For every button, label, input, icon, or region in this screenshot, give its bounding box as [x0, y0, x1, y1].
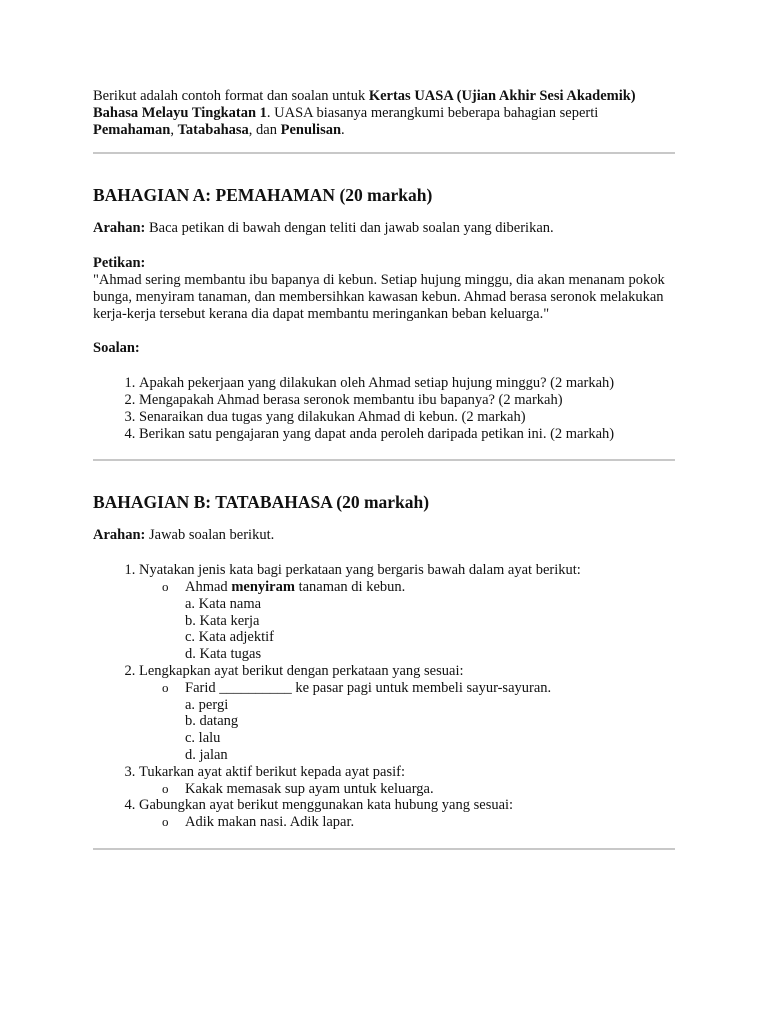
option-item: d. jalan	[185, 746, 228, 763]
section-a-title: BAHAGIAN A: PEMAHAMAN (20 markah)	[93, 185, 433, 206]
bullet-icon: o	[162, 679, 169, 695]
intro-text: . UASA biasanya merangkumi beberapa bahagian seperti	[266, 104, 599, 121]
intro-text: .	[341, 121, 345, 138]
section-b	[93, 492, 675, 850]
soalan-label-text: Soalan:	[93, 340, 140, 357]
question-text: Lengkapkan ayat berikut dengan perkataan yang sesuai:	[139, 662, 464, 679]
sub-item	[162, 680, 675, 764]
soalan-label	[93, 340, 675, 357]
option-item: d. Kata tugas	[185, 646, 262, 663]
sub-list	[139, 680, 675, 764]
list-item	[139, 797, 675, 831]
sub-text: Ahmad	[185, 578, 232, 595]
bullet-icon: o	[162, 814, 169, 830]
intro-bold-penulisan: Penulisan	[280, 121, 342, 138]
sub-list	[139, 781, 675, 798]
section-a-questions	[93, 375, 675, 442]
sub-item	[162, 579, 675, 663]
sub-text: Kakak memasak sup ayam untuk keluarga.	[185, 780, 434, 797]
bullet-icon: o	[162, 578, 169, 594]
section-a-arahan	[93, 220, 675, 237]
sub-list	[139, 814, 675, 831]
sub-bold-word: menyiram	[231, 578, 295, 595]
sub-item	[162, 814, 675, 831]
list-item	[139, 764, 675, 798]
options-list	[185, 697, 675, 764]
petikan-text: "Ahmad sering membantu ibu bapanya di kebun. Setiap hujung minggu, dia akan menanam pokok bunga, menyiram tanaman, dan membersihkan kawasan kebun. Ahmad berasa seronok melakukan kerja-kerja tersebut kerana dia dapat membantu meringankan beban keluarga."	[93, 271, 665, 322]
arahan-label: Arahan:	[93, 527, 146, 544]
sub-text: Farid __________ ke pasar pagi untuk membeli sayur-sayuran.	[185, 679, 552, 696]
question-text: Nyatakan jenis kata bagi perkataan yang bergaris bawah dalam ayat berikut:	[139, 562, 581, 579]
option-item: c. lalu	[185, 730, 221, 747]
option-item: b. datang	[185, 713, 239, 730]
question-text: Tukarkan ayat aktif berikut kepada ayat pasif:	[139, 763, 406, 780]
sub-list	[139, 579, 675, 663]
divider	[93, 459, 675, 461]
section-b-title: BAHAGIAN B: TATABAHASA (20 markah)	[93, 492, 430, 513]
list-item: 4. Berikan satu pengajaran yang dapat anda peroleh daripada petikan ini. (2 markah)	[139, 426, 675, 443]
intro-paragraph	[93, 88, 675, 138]
list-item	[139, 562, 675, 663]
option-item: b. Kata kerja	[185, 612, 260, 629]
list-item: 1. Apakah pekerjaan yang dilakukan oleh Ahmad setiap hujung minggu? (2 markah)	[139, 375, 675, 392]
section-b-questions	[93, 562, 675, 831]
arahan-label: Arahan:	[93, 220, 146, 237]
question-text: Gabungkan ayat berikut menggunakan kata hubung yang sesuai:	[139, 797, 514, 814]
section-a	[93, 185, 675, 461]
options-list	[185, 596, 675, 663]
arahan-text: Baca petikan di bawah dengan teliti dan jawab soalan yang diberikan.	[145, 220, 554, 237]
list-item: 2. Mengapakah Ahmad berasa seronok membantu ibu bapanya? (2 markah)	[139, 392, 675, 409]
option-item: a. Kata nama	[185, 595, 262, 612]
sub-text: tanaman di kebun.	[294, 578, 406, 595]
intro-bold-tatabahasa: Tatabahasa	[177, 121, 249, 138]
arahan-text: Jawab soalan berikut.	[145, 527, 275, 544]
intro-text: Berikut adalah contoh format dan soalan untuk	[93, 88, 369, 104]
petikan-label-text: Petikan:	[93, 255, 146, 272]
list-item	[139, 663, 675, 764]
option-item: c. Kata adjektif	[185, 629, 274, 646]
divider	[93, 152, 675, 154]
intro-text: ,	[170, 121, 178, 138]
intro-bold-pemahaman: Pemahaman	[93, 121, 171, 138]
section-b-arahan	[93, 527, 675, 544]
option-item: a. pergi	[185, 696, 229, 713]
sub-text: Adik makan nasi. Adik lapar.	[185, 814, 355, 831]
divider	[93, 848, 675, 850]
sub-item	[162, 781, 675, 798]
petikan-label	[93, 255, 675, 272]
list-item: 3. Senaraikan dua tugas yang dilakukan Ahmad di kebun. (2 markah)	[139, 409, 675, 426]
bullet-icon: o	[162, 780, 169, 796]
intro-bold-title: Kertas UASA (Ujian Akhir Sesi Akademik) Bahasa Melayu Tingkatan 1	[93, 88, 636, 121]
intro-text: , dan	[248, 121, 281, 138]
